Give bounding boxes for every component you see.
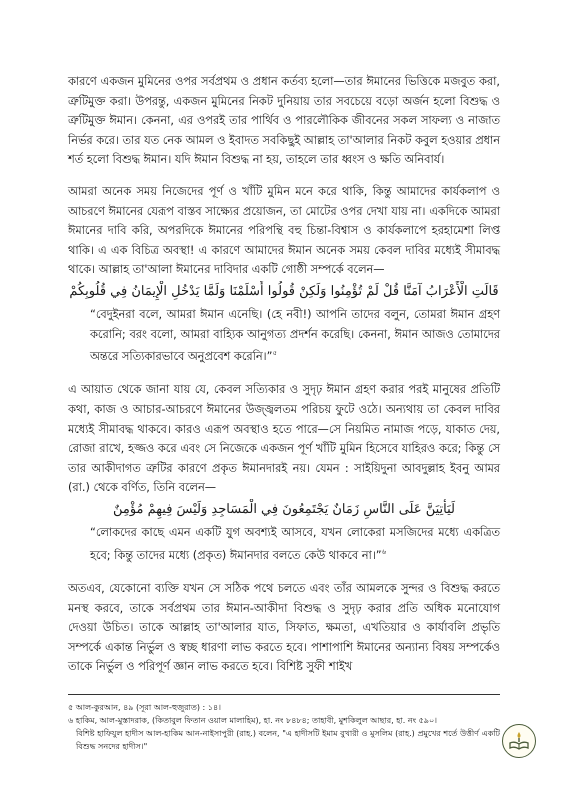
verse-translation-text: “বেদুইনরা বলে, আমরা ঈমান এনেছি। (হে নবী!) আপনি তাদের বলুন, তোমরা ঈমান গ্রহণ করোনি; বরং বলো, আমরা বাহ্যিক আনুগত্য প্রদর্শন করেছি। কেননা, ঈমান আজও তোমাদের অন্তরে সত্যিকারভাবে অনুপ্রবেশ করেনি।” bbox=[90, 307, 500, 363]
paragraph-3: এ আয়াত থেকে জানা যায় যে, কেবল সত্যিকার ও সুদৃঢ় ঈমান গ্রহণ করার পরই মানুষের প্রতিটি কথা, কাজ ও আচার-আচরণে ঈমানের উজ্জ্বলতম পরিচয় ফুটে ওঠে। অন্যথায় তা কেবল দাবির মধ্যেই সীমাবদ্ধ থাকবে। কারও এরূপ অবস্থাও হতে পারে—সে নিয়মিত নামাজ পড়ে, যাকাত দেয়, রোজা রাখে, হজ্জও করে এবং সে নিজেকে একজন পূর্ণ খাঁটি মুমিন হিসেবে যাহিরও করে; কিন্তু সে তার আকীদাগত ত্রুটির কারণে প্রকৃত ঈমানদারই নয়। যেমন : সাইয়িদুনা আবদুল্লাহ ইবনু আমর (রা.) থেকে বর্ণিত, তিনি বলেন— bbox=[68, 383, 500, 495]
footnote-6-note: বিশিষ্ট হাফিযুল হাদীস আল-হাকিম আন-নাইসাপুরী (রাহ.) বলেন, "এ হাদীসটি ইমাম বুখারী ও মুসলিম (রাহ.) প্রমুখের শর্তে উত্তীর্ণ একটি বিশুদ্ধ সনদের হাদীস।" bbox=[76, 729, 500, 751]
paragraph-1: কারণে একজন মুমিনের ওপর সর্বপ্রথম ও প্রধান কর্তব্য হলো—তার ঈমানের ভিত্তিকে মজবুত করা, ত্রুটিমুক্ত করা। উপরন্তু, একজন মুমিনের নিকট দুনিয়ায় তার সবচেয়ে বড়ো অর্জন হলো বিশুদ্ধ ও ত্রুটিমুক্ত ঈমান। কেননা, এর ওপরই তার পার্থিব ও পারলৌকিক জীবনের সকল সাফল্য ও নাজাত নির্ভর করে। তার যত নেক আমল ও ইবাদত সবকিছুই আল্লাহ তা'আলার নিকট কবুল হওয়ার প্রধান শর্ত হলো বিশুদ্ধ ঈমান। যদি ঈমান বিশুদ্ধ না হয়, তাহলে তার ধ্বংস ও ক্ষতি অনিবার্য। bbox=[68, 75, 500, 167]
arabic-verse: قَالَتِ الْأَعْرَابُ آمَنَّا قُلْ لَمْ تُؤْمِنُوا وَلَكِنْ قُولُوا أَسْلَمْنَا وَلَمَّا يَدْخُلِ الْإِيمَانُ فِي قُلُوبِكُمْ bbox=[69, 283, 499, 299]
hadith-translation-text: “লোকদের কাছে এমন একটি যুগ অবশ্যই আসবে, যখন লোকেরা মসজিদের মধ্যে একত্রিত হবে; কিন্তু তাদের মধ্যে (প্রকৃত) ঈমানদার বলতে কেউ থাকবে না।” bbox=[90, 526, 500, 562]
footnote-5: ৫ আল-কুরআন, ৪৯ (সূরা আল-হুজুরাত) : ১৪। bbox=[68, 703, 222, 712]
footnote-6: ৬ হাকিম, আল-মুস্তাদরাক, (কিতাবুল ফিতান ওয়াল মালাহিম), হা. নং ৮৪৮৪; তাহাবী, মুশকিলুল আছার, হা. নং ৫৯০। bbox=[68, 716, 438, 725]
verse-translation bbox=[68, 305, 500, 367]
paragraph-2: আমরা অনেক সময় নিজেদের পূর্ণ ও খাঁটি মুমিন মনে করে থাকি, কিন্তু আমাদের কার্যকলাপ ও আচরণে ঈমানের যেরূপ বাস্তব সাক্ষ্যের প্রয়োজন, তা মোটের ওপর দেখা যায় না। একদিকে আমরা ঈমানের দাবি করি, অপরদিকে ঈমানের পরিপন্থি বহু চিন্তা-বিশ্বাস ও কার্যকলাপে হরহামেশা লিপ্ত থাকি। এ এক বিচিত্র অবস্থা! এ কারণে আমাদের ঈমান অনেক সময় কেবল দাবির মধ্যেই সীমাবদ্ধ থাকে। আল্লাহ তা'আলা ঈমানের দাবিদার একটি গোষ্ঠী সম্পর্কে বলেন— bbox=[68, 184, 500, 277]
footnote-ref-5[interactable]: ৫ bbox=[272, 349, 277, 358]
paragraph-4: অতএব, যেকোনো ব্যক্তি যখন সে সঠিক পথে চলতে এবং তাঁর আমলকে সুন্দর ও বিশুদ্ধ করতে মনস্থ করবে, তাকে সর্বপ্রথম তার ঈমান-আকীদা বিশুদ্ধ ও সুদৃঢ় করার প্রতি অধিক মনোযোগ দেওয়া উচিত। তাকে আল্লাহ তা'আলার যাত, সিফাত, ক্ষমতা, এখতিয়ার ও কার্যাবলি প্রভৃতি সম্পর্কে একান্ত নির্ভুল ও স্বচ্ছ ধারণা লাভ করতে হবে। পাশাপাশি ঈমানের অন্যান্য বিষয় সম্পর্কেও তাকে নির্ভুল ও পরিপূর্ণ জ্ঞান লাভ করতে হবে। বিশিষ্ট সুফী শাইখ bbox=[68, 582, 500, 674]
book-lamp-icon bbox=[507, 729, 531, 753]
arabic-hadith: لَيَأْتِيَنَّ عَلَى النَّاسِ زَمَانٌ يَجْتَمِعُونَ فِي الْمَسَاجِدِ وَلَيْسَ فِيهِمْ مُؤْمِنٌ bbox=[112, 502, 456, 518]
page-body bbox=[68, 72, 500, 677]
hadith-translation bbox=[68, 523, 500, 565]
footnotes bbox=[68, 694, 500, 753]
publisher-logo bbox=[502, 724, 536, 758]
footnote-ref-6[interactable]: ৬ bbox=[381, 547, 387, 556]
